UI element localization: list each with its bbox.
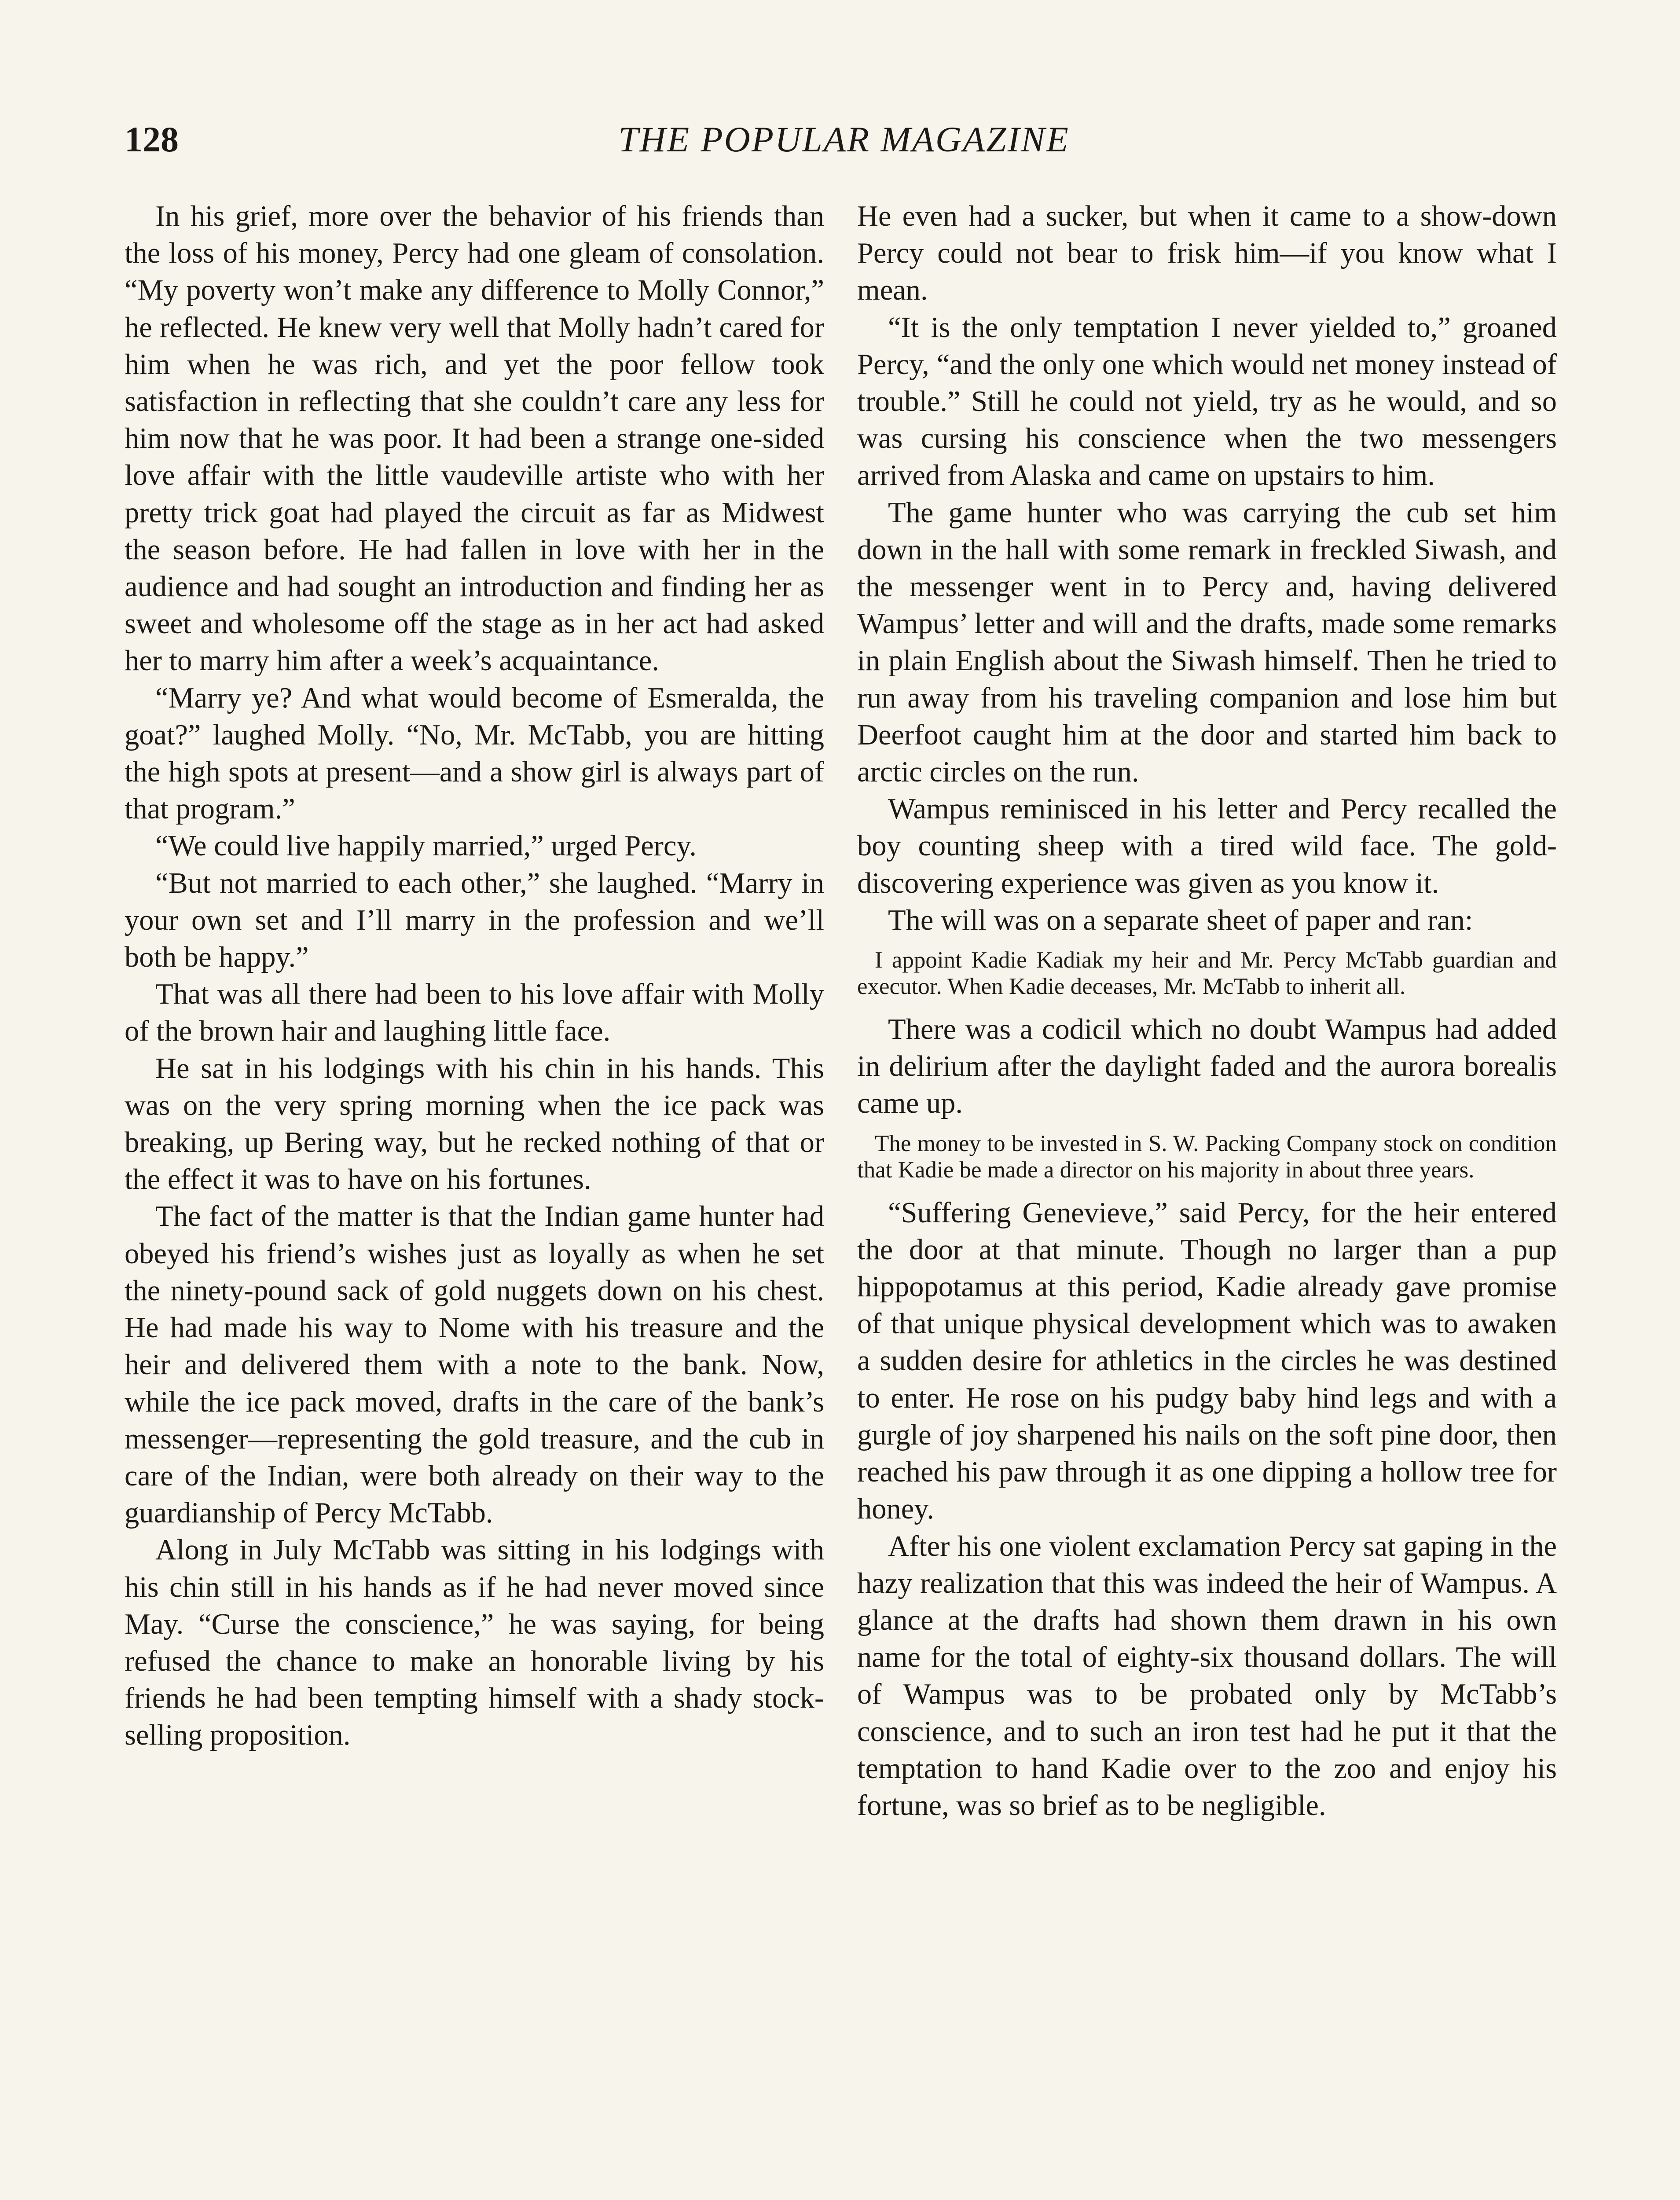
- paragraph: The game hunter who was carrying the cub set him down in the hall with some remark in freckled Siwash, and the messenger went in to Percy and, having delivered Wampus’ letter and will and the drafts, made some remarks in plain English about the Siwash himself. Then he tried to run away from his traveling companion and lose him but Deerfoot caught him at the door and started him back to arctic circles on the run.: [857, 496, 1557, 788]
- paragraph: After his one violent exclamation Percy sat gaping in the hazy realization that this was indeed the heir of Wampus. A glance at the drafts had shown them drawn in his own name for the total of eighty-six thousand dollars. The will of Wampus was to be probated only by McTabb’s conscience, and to such an iron test had he put it that the temptation to hand Kadie over to the zoo and enjoy his fortune, was so brief as to be negligible.: [857, 1530, 1557, 1822]
- paragraph: In his grief, more over the behavior of his friends than the loss of his money, Percy had one gleam of consolation. “My poverty won’t make any difference to Molly Connor,” he reflected. He knew very well that Molly hadn’t cared for him when he was rich, and yet the poor fellow took satisfaction in reflecting that she couldn’t care any less for him now that he was poor. It had been a strange one-sided love affair with the little vaudeville artiste who with her pretty trick goat had played the circuit as far as Midwest the season before. He had fallen in love with her in the audience and had sought an introduction and finding her as sweet and wholesome off the stage as in her act had asked her to marry him after a week’s acquaintance.: [125, 200, 824, 677]
- right-column: [857, 198, 1557, 1824]
- page-header: [125, 115, 1563, 164]
- will-text: I appoint Kadie Kadiak my heir and Mr. Percy McTabb guardian and executor. When Kadie deceases, Mr. McTabb to inherit all.: [857, 947, 1557, 1000]
- paragraph: He sat in his lodgings with his chin in his hands. This was on the very spring morning when the ice pack was breaking, up Bering way, but he recked nothing of that or the effect it was to have on his fortunes.: [125, 1052, 824, 1196]
- paragraph: Wampus reminisced in his letter and Percy recalled the boy counting sheep with a tired wild face. The gold-discovering experience was given as you know it.: [857, 793, 1557, 899]
- paragraph: “Suffering Genevieve,” said Percy, for the heir entered the door at that minute. Though no larger than a pup hippopotamus at this period, Kadie already gave promise of that unique physical development which was to awaken a sudden desire for athletics in the circles he was destined to enter. He rose on his pudgy baby hind legs and with a gurgle of joy sharpened his nails on the soft pine door, then reached his paw through it as one dipping a hollow tree for honey.: [857, 1196, 1557, 1525]
- paragraph: “Marry ye? And what would become of Esmeralda, the goat?” laughed Molly. “No, Mr. McTabb, you are hitting the high spots at present—and a show girl is always part of that program.”: [125, 682, 824, 825]
- paragraph: The fact of the matter is that the Indian game hunter had obeyed his friend’s wishes just as loyally as when he set the ninety-pound sack of gold nuggets down on his chest. He had made his way to Nome with his treasure and the heir and delivered them with a note to the bank. Now, while the ice pack moved, drafts in the care of the bank’s messenger—representing the gold treasure, and the cub in care of the Indian, were both already on their way to the guardianship of Percy McTabb.: [125, 1200, 824, 1529]
- paragraph: “We could live happily married,” urged Percy.: [155, 830, 697, 862]
- paragraph: “It is the only temptation I never yielded to,” groaned Percy, “and the only one which would net money instead of trouble.” Still he could not yield, try as he would, and so was cursing his conscience when the two messengers arrived from Alaska and came on upstairs to him.: [857, 311, 1557, 492]
- paragraph: “But not married to each other,” she laughed. “Marry in your own set and I’ll marry in the profession and we’ll both be happy.”: [125, 867, 824, 974]
- paragraph: There was a codicil which no doubt Wampus had added in delirium after the daylight faded and the aurora borealis came up.: [857, 1013, 1557, 1120]
- page-number: 128: [125, 119, 179, 159]
- codicil-text: The money to be invested in S. W. Packing Company stock on condition that Kadie be made a director on his majority in about three years.: [857, 1130, 1557, 1183]
- running-head: THE POPULAR MAGAZINE: [618, 119, 1070, 159]
- paragraph: Along in July McTabb was sitting in his lodgings with his chin still in his hands as if he had never moved since May. “Curse the conscience,” he was saying, for being refused the chance to make an honorable living by his friends he had been tempting himself with a shady stock-selling proposition.: [125, 1534, 824, 1752]
- left-column: [125, 198, 824, 1754]
- paragraph: The will was on a separate sheet of paper and ran:: [888, 904, 1473, 936]
- paragraph: That was all there had been to his love affair with Molly of the brown hair and laughing little face.: [125, 978, 824, 1048]
- paragraph-continued: He even had a sucker, but when it came to a show-down Percy could not bear to frisk him—if you know what I mean.: [857, 200, 1557, 307]
